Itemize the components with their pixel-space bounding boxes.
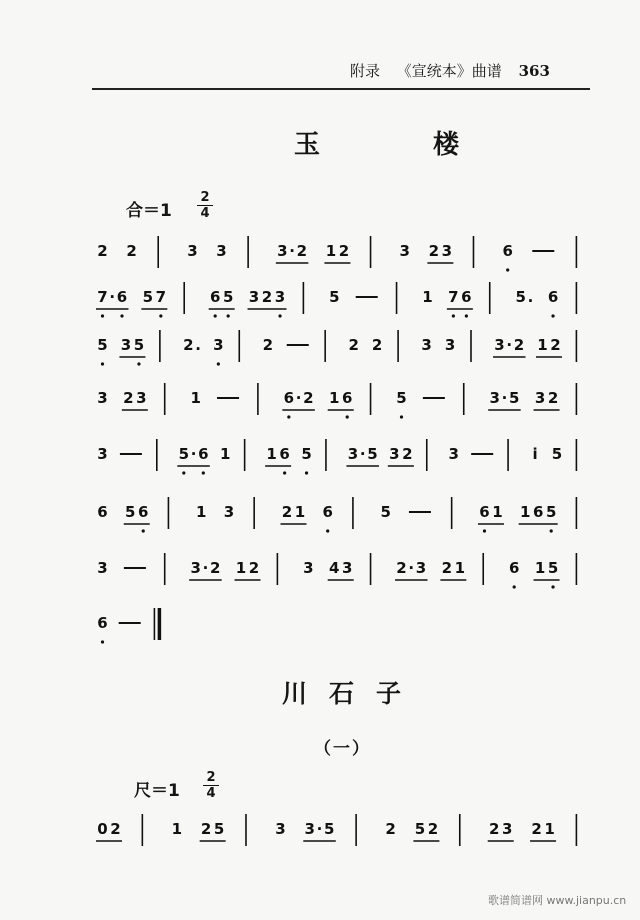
piece1-line5-tok10-note2: · <box>359 445 366 463</box>
piece1-line6-tok14-note1: 1 <box>519 503 531 521</box>
piece1-line1-tok13-note1-low-dot <box>506 268 509 271</box>
piece1-line7-tok5-note1: 1 <box>235 559 247 577</box>
piece1-line7-tok8-note1: 4 <box>328 559 340 577</box>
piece1-line5-tok10-note1: 3 <box>347 445 359 463</box>
piece1-line3-tok16-note1: 3 <box>494 336 505 354</box>
piece1-line6-tok13-note1: 6 <box>479 503 490 521</box>
piece1-line5-tok10-note3: 5 <box>367 445 378 463</box>
piece1-line5-tok8-note1-low-dot <box>305 471 308 474</box>
piece1-line3-tok7-note1: 2 <box>262 336 274 354</box>
piece1-line3-tok13-note1: 3 <box>421 336 432 354</box>
piece1-line5-tok4-note3: 6 <box>198 445 209 463</box>
piece2-line1-tok1-note1: 0 <box>97 820 108 838</box>
piece1-line5-tok4-note1-low-dot <box>182 471 185 474</box>
piece2-line1-tok10-note1: 5 <box>414 820 426 838</box>
piece1-line7-tok10-note3: 3 <box>415 559 427 577</box>
piece1-line2-tok5-note3: 3 <box>274 288 286 306</box>
piece1-line3-tok2-note1: 3 <box>120 336 132 354</box>
piece1-line3-tok4-note2: . <box>195 336 202 354</box>
piece1-line2-tok2-note1: 5 <box>142 288 154 306</box>
piece2-meter-bottom: 4 <box>206 786 216 801</box>
piece1-meter-bottom: 4 <box>200 206 210 221</box>
piece1-line5-tok5-note1: 1 <box>220 445 231 463</box>
piece1-line3-tok16-note2: · <box>506 336 513 354</box>
piece2-line1-tok12-note1: 2 <box>488 820 500 838</box>
piece1-line7-tok14-note1: 1 <box>534 559 546 577</box>
header-book-title: 《宣统本》曲谱 <box>396 62 502 80</box>
piece1-line1-tok11-note2: 3 <box>441 242 453 260</box>
piece1-line3-tok16-note3: 2 <box>513 336 525 354</box>
piece1-line4-tok7-note1-low-dot <box>287 415 290 418</box>
piece1-line6-tok14-note3-low-dot <box>550 529 553 532</box>
piece1-line2-tok2-note2-low-dot <box>159 314 162 317</box>
piece2-line1-tok4-note2: 5 <box>213 820 225 838</box>
piece2-line1-tok7-note1: 3 <box>304 820 315 838</box>
piece1-line6-tok14-note2: 6 <box>532 503 544 521</box>
piece1-line1-tok2-note1: 2 <box>126 242 137 260</box>
piece1-line6-tok7-note2: 1 <box>294 503 306 521</box>
piece1-line4-tok10-note1: 5 <box>396 389 407 407</box>
piece1-line2-tok11-note1: 7 <box>448 288 459 306</box>
piece1-line1-tok4-note1: 3 <box>187 242 198 260</box>
piece1-line1-tok7-note2: · <box>289 242 295 260</box>
piece1-line1-tok5-note1: 3 <box>216 242 227 260</box>
piece1-line1-tok7-note1: 3 <box>277 242 288 260</box>
piece1-line4-tok7-note3: 2 <box>303 389 314 407</box>
piece1-line6-tok7-note1: 2 <box>281 503 293 521</box>
piece1-line6-tok10-note1: 5 <box>380 503 391 521</box>
piece2-line1-tok12-note2: 3 <box>501 820 513 838</box>
piece2-line1-tok1-note2: 2 <box>110 820 121 838</box>
piece1-line3-tok2-note2-low-dot <box>137 362 140 365</box>
piece1-line2-tok5-note2: 2 <box>261 288 273 306</box>
piece1-line5-tok17-note1: 5 <box>551 445 563 463</box>
piece1-line3-tok11-note1: 2 <box>371 336 383 354</box>
piece1-line3-tok14-note1: 3 <box>444 336 456 354</box>
piece2-line1-tok7-note3: 5 <box>324 820 335 838</box>
piece1-line5-tok8-note1: 5 <box>301 445 312 463</box>
piece1-line2-tok4-note2: 5 <box>222 288 234 306</box>
piece1-line8-tok1-note1-low-dot <box>101 640 104 643</box>
piece1-line3-tok17-note2: 2 <box>550 336 561 354</box>
piece1-line5-tok11-note1: 3 <box>389 445 400 463</box>
piece1-line2-tok1-note3-low-dot <box>120 314 123 317</box>
piece1-line7-tok10-note2: · <box>408 559 415 577</box>
piece1-line4-tok14-note1: 3 <box>534 389 546 407</box>
piece1-line3-tok10-note1: 2 <box>348 336 359 354</box>
piece1-line2-tok1-note1: 7 <box>97 288 108 306</box>
piece1-line6-tok14-note3: 5 <box>545 503 557 521</box>
piece2-subtitle: （一） <box>314 739 371 759</box>
piece2-line1-tok3-note1: 1 <box>171 820 183 838</box>
piece1-line7-tok13-note1: 6 <box>508 559 520 577</box>
piece1-line7-tok4-note3: 2 <box>209 559 221 577</box>
piece1-line2-tok2-note2: 7 <box>155 288 167 306</box>
piece1-line7-tok11-note2: 1 <box>454 559 466 577</box>
piece1-line2-tok10-note1: 1 <box>422 288 433 306</box>
piece1-line4-tok14-note2: 2 <box>547 389 559 407</box>
piece1-line5-tok7-note2-low-dot <box>283 471 286 474</box>
piece1-line6-tok4-note1: 1 <box>196 503 207 521</box>
piece2-line1-tok13-note2: 1 <box>544 820 555 838</box>
piece1-line2-tok4-note2-low-dot <box>227 314 230 317</box>
piece1-line6-tok8-note1-low-dot <box>326 529 329 532</box>
piece1-line2-tok14-note1-low-dot <box>551 314 554 317</box>
piece1-line7-tok14-note2: 5 <box>547 559 559 577</box>
piece1-line7-tok5-note2: 2 <box>248 559 260 577</box>
piece1-line1-tok11-note1: 2 <box>428 242 440 260</box>
piece1-line2-tok11-note2: 6 <box>461 288 472 306</box>
header-section: 附录 <box>350 62 381 80</box>
piece1-line2-tok4-note1-low-dot <box>214 314 217 317</box>
piece2-line1-tok9-note1: 2 <box>385 820 396 838</box>
piece1-line7-tok1-note1: 3 <box>97 559 108 577</box>
piece1-line4-tok8-note2: 6 <box>341 389 353 407</box>
piece1-title: 玉 楼 <box>294 130 512 160</box>
piece1-line6-tok13-note2: 1 <box>492 503 503 521</box>
piece1-line6-tok2-note2-low-dot <box>142 529 145 532</box>
piece1-line4-tok13-note2: · <box>501 389 508 407</box>
watermark: 歌谱简谱网 www.jianpu.cn <box>488 894 627 907</box>
piece2-line1-tok7-note2: · <box>316 820 323 838</box>
piece1-line7-tok7-note1: 3 <box>303 559 314 577</box>
piece1-line4-tok4-note1: 1 <box>190 389 201 407</box>
piece1-line2-tok1-note1-low-dot <box>101 314 104 317</box>
piece1-line5-tok11-note2: 2 <box>402 445 413 463</box>
piece1-line1-tok8-note1: 1 <box>325 242 337 260</box>
piece1-line3-tok2-note2: 5 <box>133 336 145 354</box>
piece1-line5-tok13-note1: 3 <box>448 445 459 463</box>
piece1-line4-tok1-note1: 3 <box>97 389 108 407</box>
piece1-line6-tok2-note2: 6 <box>137 503 149 521</box>
piece1-line6-tok5-note1: 3 <box>223 503 235 521</box>
piece1-line6-tok13-note1-low-dot <box>483 529 486 532</box>
piece1-line3-tok5-note1: 3 <box>213 336 224 354</box>
piece2-meter-top: 2 <box>203 770 219 786</box>
piece2-title: 川石子 <box>282 679 424 708</box>
piece2-key: 尺＝1 <box>134 781 180 801</box>
piece1-line3-tok5-note1-low-dot <box>217 362 220 365</box>
piece1-key: 合＝1 <box>126 201 172 221</box>
piece1-line5-tok16-note1: i <box>532 445 538 463</box>
piece1-line4-tok8-note1: 1 <box>328 389 340 407</box>
piece1-line5-tok1-note1: 3 <box>97 445 108 463</box>
piece1-line3-tok4-note1: 2 <box>183 336 194 354</box>
piece1-line5-tok4-note3-low-dot <box>202 471 205 474</box>
piece1-line4-tok2-note2: 3 <box>136 389 147 407</box>
piece2-line1-tok4-note1: 2 <box>200 820 212 838</box>
piece1-line3-tok1-note1: 5 <box>97 336 108 354</box>
piece1-line6-tok8-note1: 6 <box>322 503 333 521</box>
piece1-line4-tok13-note1: 3 <box>489 389 500 407</box>
piece1-line8-tok1-note1: 6 <box>97 614 108 632</box>
piece1-line1-tok10-note1: 3 <box>399 242 410 260</box>
piece1-line7-tok14-note2-low-dot <box>551 585 554 588</box>
piece1-line2-tok1-note2: · <box>109 288 116 306</box>
piece1-line4-tok7-note1: 6 <box>283 389 295 407</box>
piece1-line5-tok7-note1: 1 <box>266 445 277 463</box>
piece1-line2-tok13-note1: 5 <box>515 288 526 306</box>
piece1-line5-tok7-note2: 6 <box>279 445 290 463</box>
piece1-line2-tok11-note2-low-dot <box>465 314 468 317</box>
piece1-line7-tok4-note1: 3 <box>190 559 201 577</box>
piece1-line1-tok8-note2: 2 <box>338 242 350 260</box>
piece1-line7-tok8-note2: 3 <box>341 559 353 577</box>
piece1-line2-tok14-note1: 6 <box>547 288 559 306</box>
piece1-line3-tok17-note1: 1 <box>537 336 548 354</box>
piece1-line4-tok2-note1: 2 <box>123 389 134 407</box>
piece1-meter-top: 2 <box>197 190 213 206</box>
piece1-line2-tok11-note1-low-dot <box>452 314 455 317</box>
piece1-line1-tok7-note3: 2 <box>296 242 308 260</box>
piece1-line2-tok13-note2: . <box>527 288 534 306</box>
piece1-line6-tok1-note1: 6 <box>97 503 108 521</box>
piece1-line4-tok13-note3: 5 <box>508 389 520 407</box>
piece1-line7-tok11-note1: 2 <box>441 559 453 577</box>
piece1-line4-tok8-note2-low-dot <box>346 415 349 418</box>
piece1-line1-tok13-note1: 6 <box>502 242 513 260</box>
piece1-line3-tok1-note1-low-dot <box>101 362 104 365</box>
piece1-line7-tok13-note1-low-dot <box>513 585 516 588</box>
piece2-line1-tok10-note2: 2 <box>427 820 439 838</box>
piece1-line4-tok7-note2: · <box>295 389 302 407</box>
piece2-line1-tok6-note1: 3 <box>275 820 286 838</box>
piece1-line5-tok4-note2: · <box>190 445 197 463</box>
piece1-line2-tok1-note3: 6 <box>116 288 128 306</box>
piece1-line5-tok4-note1: 5 <box>178 445 190 463</box>
piece1-line7-tok10-note1: 2 <box>396 559 407 577</box>
piece2-line1-tok13-note1: 2 <box>531 820 542 838</box>
piece1-line2-tok4-note1: 6 <box>209 288 221 306</box>
piece1-line2-tok5-note3-low-dot <box>278 314 281 317</box>
piece1-line6-tok2-note1: 5 <box>124 503 136 521</box>
piece1-line7-tok4-note2: · <box>202 559 209 577</box>
piece1-line4-tok10-note1-low-dot <box>400 415 403 418</box>
piece1-line2-tok5-note1: 3 <box>248 288 260 306</box>
page-number: 363 <box>518 62 550 80</box>
piece1-line2-tok7-note1: 5 <box>329 288 340 306</box>
piece1-line1-tok1-note1: 2 <box>97 242 108 260</box>
